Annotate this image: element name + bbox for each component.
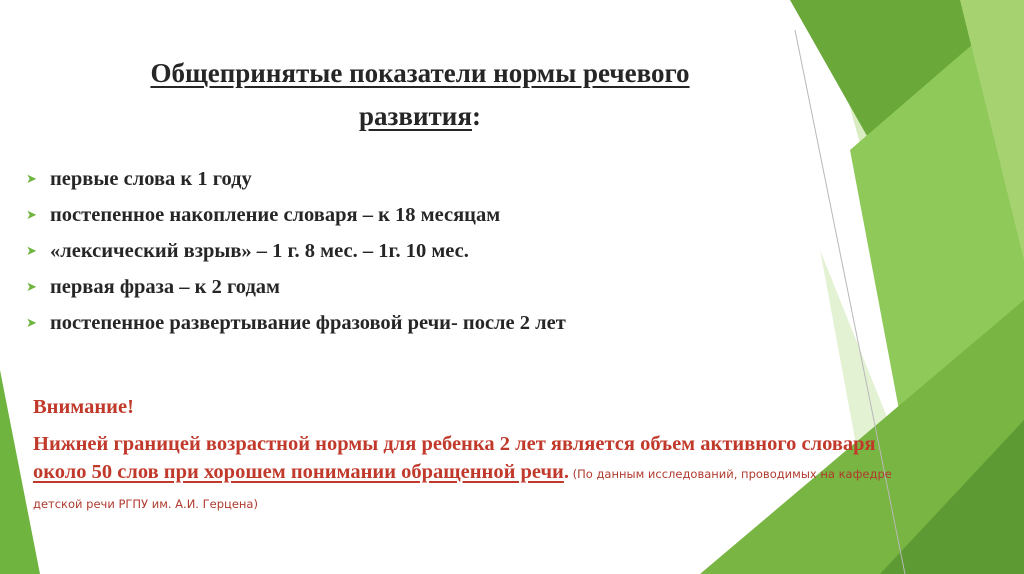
- title-word: развития: [359, 101, 472, 131]
- arrow-bullet-icon: ➤: [26, 208, 37, 223]
- list-item: [26, 233, 566, 269]
- note-source: (По данным исследований, проводимых на кафедре детской речи РГПУ им. А.И. Герцена): [33, 467, 892, 511]
- list-item: [26, 161, 566, 197]
- title-colon: :: [471, 101, 481, 131]
- note-period: .: [563, 461, 569, 483]
- list-item-text: первые слова к 1 году: [50, 168, 252, 190]
- milestones-list: [26, 161, 566, 341]
- list-item: [26, 305, 566, 341]
- list-item-text: «лексический взрыв» – 1 г. 8 мес. – 1г. 10 мес.: [50, 240, 469, 262]
- list-item-text: постепенное накопление словаря – к 18 месяцам: [50, 204, 501, 226]
- slide-title-line1: Общепринятые показатели нормы речевого: [150, 58, 690, 88]
- list-item: [26, 197, 566, 233]
- norm-note: [33, 430, 933, 518]
- arrow-bullet-icon: ➤: [26, 244, 37, 259]
- arrow-bullet-icon: ➤: [26, 316, 37, 331]
- list-item-text: постепенное развертывание фразовой речи- после 2 лет: [50, 312, 566, 334]
- arrow-bullet-icon: ➤: [26, 172, 37, 187]
- arrow-bullet-icon: ➤: [26, 280, 37, 295]
- attention-label: Внимание!: [33, 396, 134, 418]
- note-underlined-text: около 50 слов при хорошем понимании обращенной речи: [33, 461, 564, 483]
- slide-title-line2: [0, 101, 840, 132]
- list-item: [26, 269, 566, 305]
- list-item-text: первая фраза – к 2 годам: [50, 276, 281, 298]
- note-text: Нижней границей возрастной нормы для ребенка 2 лет является объем активного словаря: [33, 433, 876, 455]
